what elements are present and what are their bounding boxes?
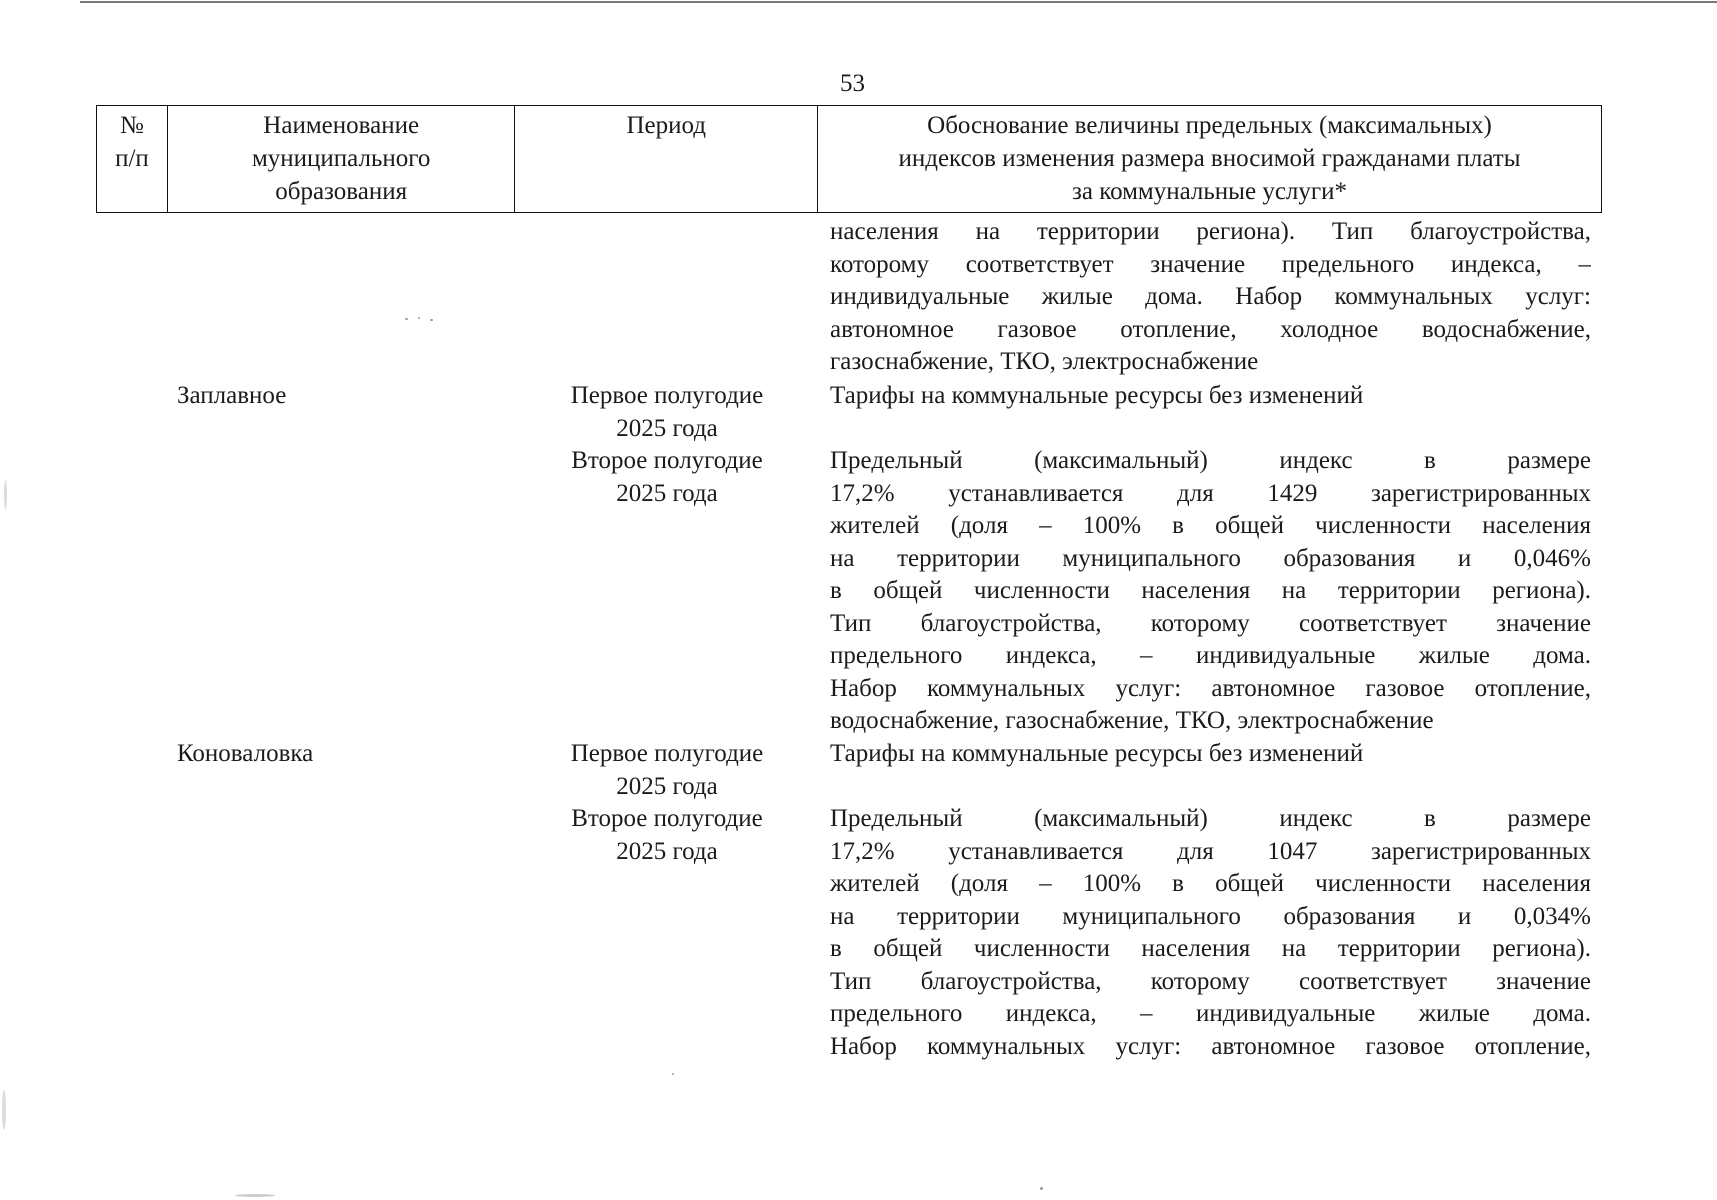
text-line: которому соответствует значение предельного индекса, – [830, 250, 1591, 278]
text-line: автономное газовое отопление, холодное водоснабжение, [830, 315, 1591, 343]
period-line: 2025 года [616, 480, 718, 507]
scan-speck [1040, 1187, 1043, 1190]
text-line: предельного индекса, – индивидуальные жилые дома. [830, 642, 1591, 669]
scan-edge-mark [2, 1090, 6, 1130]
justification-text [830, 803, 1591, 1063]
header-cell-period [515, 106, 818, 212]
period-line: Второе полугодие [571, 805, 763, 832]
period-second-half [540, 444, 794, 510]
table-header [96, 105, 1602, 213]
text-line: Набор коммунальных услуг: автономное газовое отопление, [830, 674, 1591, 702]
text-line: жителей (доля – 100% в общей численности населения [830, 512, 1591, 539]
header-text: Период [626, 112, 706, 139]
page-number: 53 [840, 70, 865, 97]
municipality-name-konovalovka: Коноваловка [177, 740, 314, 767]
scan-top-edge [80, 1, 1717, 3]
period-line: 2025 года [616, 838, 718, 865]
text-line: Тип благоустройства, которому соответствует значение [830, 609, 1591, 637]
header-text: индексов изменения размера вносимой гражданами платы [898, 145, 1521, 172]
justification-text [830, 445, 1591, 738]
period-line: Первое полугодие [570, 382, 764, 409]
scan-speck [672, 1073, 674, 1075]
header-text: за коммунальные услуги* [1071, 178, 1348, 205]
municipality-name-zaplavnoe: Заплавное [177, 382, 287, 409]
scan-speck [405, 318, 408, 320]
tariff-note: Тарифы на коммунальные ресурсы без изменений [830, 740, 1364, 767]
header-cell-number [97, 106, 168, 212]
continuation-text [830, 216, 1591, 379]
period-line: 2025 года [616, 773, 718, 800]
text-line: водоснабжение, газоснабжение, ТКО, электроснабжение [830, 707, 1434, 734]
text-line: индивидуальные жилые дома. Набор коммунальных услуг: [830, 283, 1591, 310]
header-text: образования [275, 178, 408, 205]
header-cell-municipality [168, 106, 516, 212]
header-text: № [120, 112, 144, 139]
header-text: Обоснование величины предельных (максимальных) [927, 112, 1492, 139]
scan-speck [418, 317, 420, 319]
period-line: Первое полугодие [570, 740, 764, 767]
text-line: Тип благоустройства, которому соответствует значение [830, 967, 1591, 995]
text-line: газоснабжение, ТКО, электроснабжение [830, 348, 1259, 375]
header-cell-justification [818, 106, 1601, 212]
scan-edge-mark [235, 1194, 275, 1197]
text-line: на территории муниципального образования и 0,046% [830, 544, 1591, 572]
header-text: муниципального [251, 145, 431, 172]
text-line: Предельный (максимальный) индекс в размере [830, 805, 1591, 832]
header-text: Наименование [263, 112, 420, 139]
period-line: Второе полугодие [571, 447, 763, 474]
scan-speck [430, 319, 433, 321]
text-line: 17,2% устанавливается для 1429 зарегистрированных [830, 479, 1591, 507]
text-line: на территории муниципального образования и 0,034% [830, 902, 1591, 930]
text-line: 17,2% устанавливается для 1047 зарегистрированных [830, 837, 1591, 865]
period-second-half [540, 802, 794, 868]
scan-edge-mark [4, 480, 7, 510]
text-line: предельного индекса, – индивидуальные жилые дома. [830, 1000, 1591, 1027]
text-line: Предельный (максимальный) индекс в размере [830, 447, 1591, 474]
header-text: п/п [115, 145, 149, 172]
text-line: жителей (доля – 100% в общей численности населения [830, 870, 1591, 897]
period-first-half [540, 737, 794, 803]
text-line: Набор коммунальных услуг: автономное газовое отопление, [830, 1032, 1591, 1060]
text-line: населения на территории региона). Тип благоустройства, [830, 218, 1591, 245]
tariff-note: Тарифы на коммунальные ресурсы без изменений [830, 382, 1364, 409]
period-line: 2025 года [616, 415, 718, 442]
text-line: в общей численности населения на территории региона). [830, 577, 1591, 604]
text-line: в общей численности населения на территории региона). [830, 935, 1591, 962]
period-first-half [540, 379, 794, 445]
